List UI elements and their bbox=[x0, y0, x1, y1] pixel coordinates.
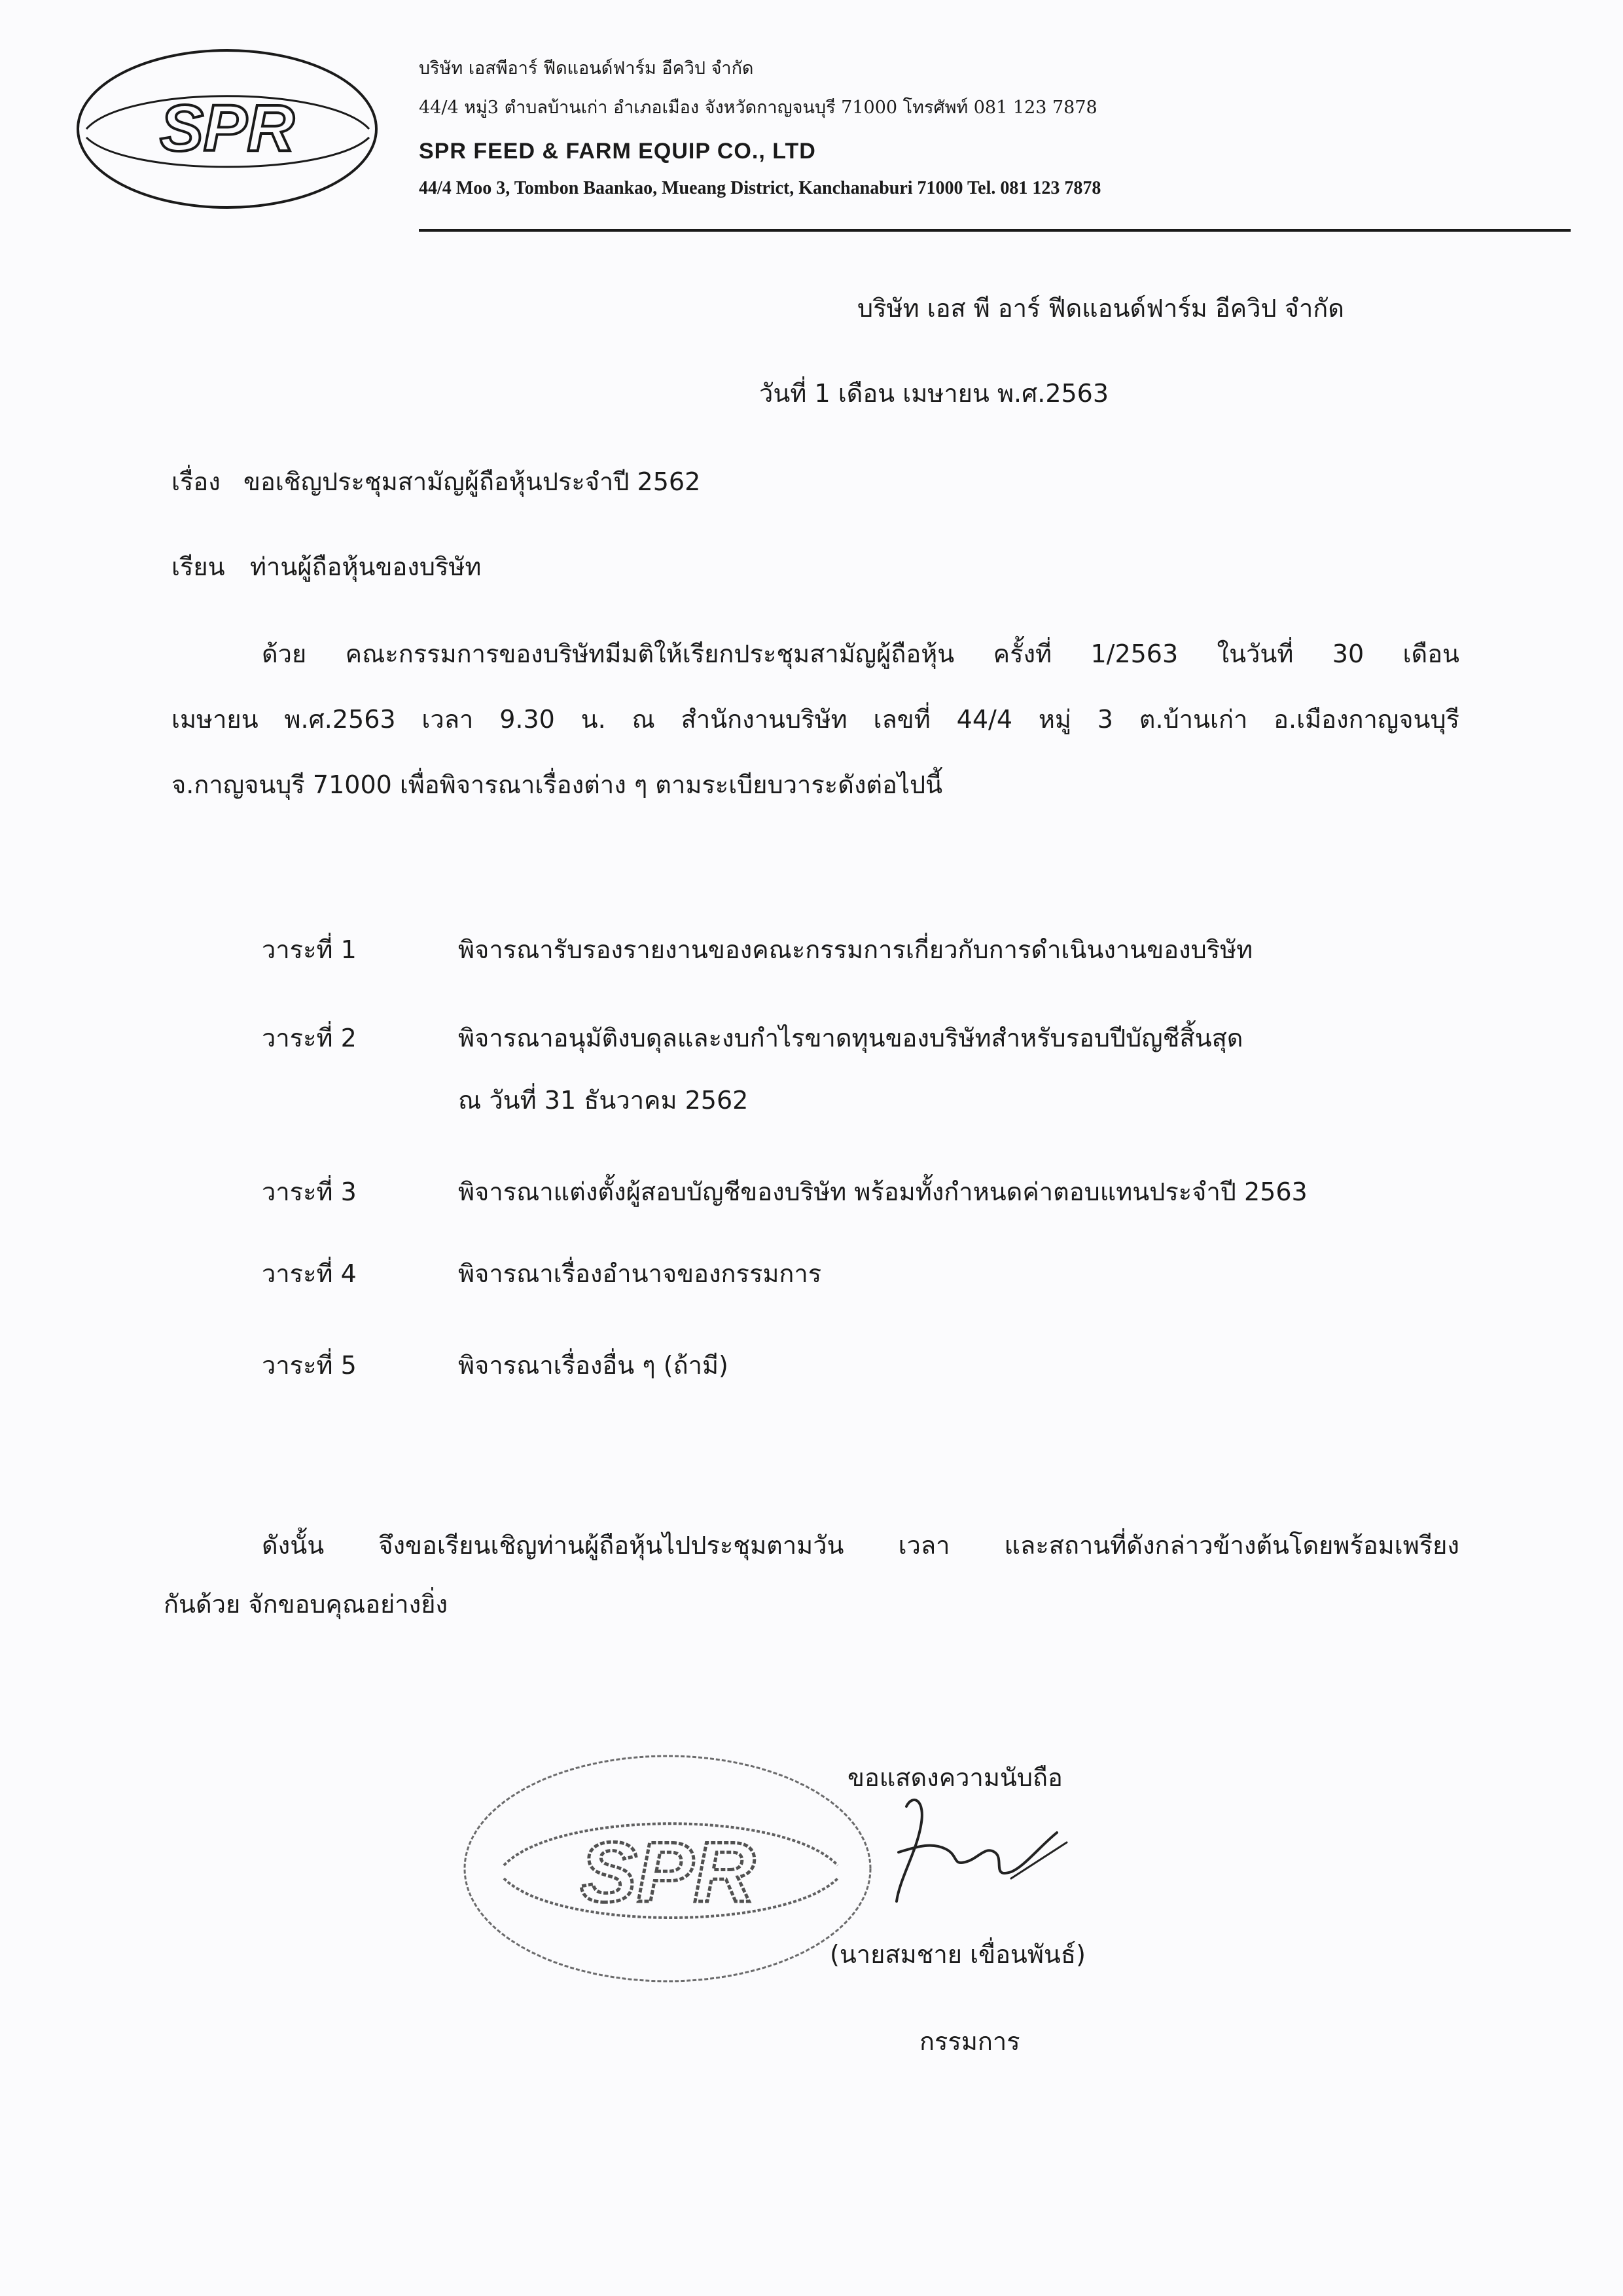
closing-line-2: กันด้วย จักขอบคุณอย่างยิ่ง bbox=[164, 1590, 448, 1619]
signatory-position: กรรมการ bbox=[919, 2027, 1020, 2056]
subject-label: เรื่อง bbox=[171, 467, 221, 496]
logo-text: SPR bbox=[160, 92, 294, 165]
subject-text: ขอเชิญประชุมสามัญผู้ถือหุ้นประจำปี 2562 bbox=[243, 467, 701, 496]
agenda-text: พิจารณาแต่งตั้งผู้สอบบัญชีของบริษัท พร้อมทั้งกำหนดค่าตอบแทนประจำปี 2563 bbox=[458, 1177, 1308, 1206]
signatory-name: (นายสมชาย เขื่อนพันธ์) bbox=[830, 1940, 1086, 1969]
intro-line-2: เมษายน พ.ศ.2563 เวลา 9.30 น. ณ สำนักงานบริษัท เลขที่ 44/4 หมู่ 3 ต.บ้านเก่า อ.เมืองกาญจนบุรี bbox=[171, 705, 1459, 734]
letterhead-company-en: SPR FEED & FARM EQUIP CO., LTD bbox=[419, 139, 816, 164]
stamp-text: SPR bbox=[580, 1824, 755, 1920]
agenda-text: พิจารณารับรองรายงานของคณะกรรมการเกี่ยวกับการดำเนินงานของบริษัท bbox=[458, 935, 1253, 964]
letterhead-company-thai: บริษัท เอสพีอาร์ ฟีดแอนด์ฟาร์ม อีควิป จำกัด bbox=[419, 58, 754, 79]
closing-line-1: ดังนั้น จึงขอเรียนเชิญท่านผู้ถือหุ้นไปประชุมตามวัน เวลา และสถานที่ดังกล่าวข้างต้นโดยพร้อมเพรียง bbox=[262, 1531, 1459, 1560]
agenda-label: วาระที่ 2 bbox=[262, 1024, 357, 1052]
agenda-label: วาระที่ 4 bbox=[262, 1259, 357, 1288]
agenda-text-continued: ณ วันที่ 31 ธันวาคม 2562 bbox=[458, 1086, 749, 1115]
agenda-label: วาระที่ 3 bbox=[262, 1177, 357, 1206]
spr-logo bbox=[73, 46, 381, 213]
signature bbox=[880, 1780, 1070, 1911]
letterhead-address-en: 44/4 Moo 3, Tombon Baankao, Mueang District, Kanchanaburi 71000 Tel. 081 123 7878 bbox=[419, 178, 1101, 198]
intro-line-1: ด้วย คณะกรรมการของบริษัทมีมติให้เรียกประชุมสามัญผู้ถือหุ้น ครั้งที่ 1/2563 ในวันที่ 30 เดือน bbox=[262, 639, 1459, 668]
agenda-label: วาระที่ 5 bbox=[262, 1351, 357, 1380]
letter-date: วันที่ 1 เดือน เมษายน พ.ศ.2563 bbox=[759, 379, 1109, 408]
agenda-text: พิจารณาเรื่องอื่น ๆ (ถ้ามี) bbox=[458, 1351, 728, 1380]
intro-line-3: จ.กาญจนบุรี 71000 เพื่อพิจารณาเรื่องต่าง ๆ ตามระเบียบวาระดังต่อไปนี้ bbox=[171, 770, 943, 799]
letterhead-divider bbox=[419, 229, 1571, 232]
recipient-label: เรียน bbox=[171, 552, 225, 581]
company-stamp bbox=[458, 1748, 877, 1990]
letterhead-address-thai: 44/4 หมู่3 ตำบลบ้านเก่า อำเภอเมือง จังหวัดกาญจนบุรี 71000 โทรศัพท์ 081 123 7878 bbox=[419, 98, 1097, 118]
recipient-text: ท่านผู้ถือหุ้นของบริษัท bbox=[250, 552, 482, 581]
regards: ขอแสดงความนับถือ bbox=[847, 1763, 1063, 1792]
agenda-text: พิจารณาเรื่องอำนาจของกรรมการ bbox=[458, 1259, 822, 1288]
company-name: บริษัท เอส พี อาร์ ฟีดแอนด์ฟาร์ม อีควิป จำกัด bbox=[857, 294, 1344, 323]
agenda-text: พิจารณาอนุมัติงบดุลและงบกำไรขาดทุนของบริษัทสำหรับรอบปีบัญชีสิ้นสุด bbox=[458, 1024, 1243, 1052]
agenda-label: วาระที่ 1 bbox=[262, 935, 357, 964]
